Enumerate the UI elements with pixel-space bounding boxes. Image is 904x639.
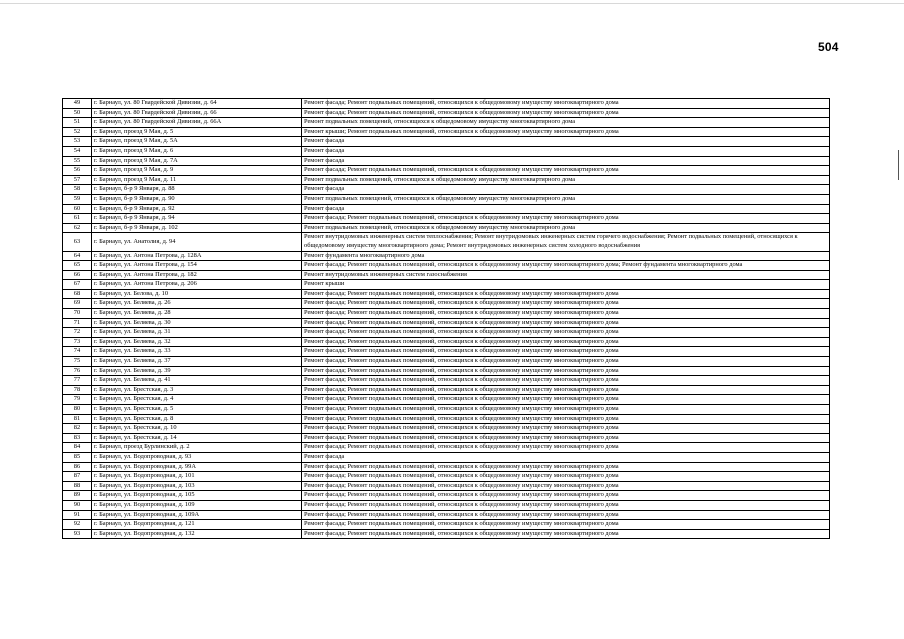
row-number-cell: 66 xyxy=(63,270,92,280)
works-cell: Ремонт фасада; Ремонт подвальных помещений, относящихся к общедомовому имуществу многоквартирного дома xyxy=(302,462,830,472)
row-number-cell: 69 xyxy=(63,299,92,309)
works-cell: Ремонт фасада xyxy=(302,452,830,462)
row-number-cell: 49 xyxy=(63,99,92,109)
row-number-cell: 57 xyxy=(63,175,92,185)
repair-register-table xyxy=(62,98,830,539)
works-cell: Ремонт фасада; Ремонт подвальных помещений, относящихся к общедомовому имуществу многоквартирного дома xyxy=(302,347,830,357)
row-number-cell: 58 xyxy=(63,185,92,195)
table-row xyxy=(63,395,830,405)
address-cell: г. Барнаул, ул. Антона Петрова, д. 206 xyxy=(92,280,302,290)
row-number-cell: 50 xyxy=(63,108,92,118)
works-cell: Ремонт фасада; Ремонт подвальных помещений, относящихся к общедомовому имуществу многоквартирного дома xyxy=(302,289,830,299)
row-number-cell: 70 xyxy=(63,309,92,319)
row-number-cell: 76 xyxy=(63,366,92,376)
address-cell: г. Барнаул, ул. Водопроводная, д. 99А xyxy=(92,462,302,472)
works-cell: Ремонт фундамента многоквартирного дома xyxy=(302,251,830,261)
row-number-cell: 59 xyxy=(63,194,92,204)
works-cell: Ремонт фасада; Ремонт подвальных помещений, относящихся к общедомовому имуществу многоквартирного дома xyxy=(302,166,830,176)
table-row xyxy=(63,520,830,530)
address-cell: г. Барнаул, проезд 9 Мая, д. 9 xyxy=(92,166,302,176)
address-cell: г. Барнаул, ул. Водопроводная, д. 109А xyxy=(92,510,302,520)
works-cell: Ремонт фасада; Ремонт подвальных помещений, относящихся к общедомовому имуществу многоквартирного дома xyxy=(302,366,830,376)
works-cell: Ремонт фасада; Ремонт подвальных помещений, относящихся к общедомовому имуществу многоквартирного дома xyxy=(302,395,830,405)
table-row xyxy=(63,529,830,539)
works-cell: Ремонт фасада; Ремонт подвальных помещений, относящихся к общедомовому имуществу многоквартирного дома; Ремонт фундамента многоквартирного дома xyxy=(302,261,830,271)
table-row xyxy=(63,452,830,462)
table-row xyxy=(63,185,830,195)
address-cell: г. Барнаул, проезд 9 Мая, д. 7А xyxy=(92,156,302,166)
works-cell: Ремонт фасада; Ремонт подвальных помещений, относящихся к общедомовому имуществу многоквартирного дома xyxy=(302,214,830,224)
table-row xyxy=(63,443,830,453)
table-row xyxy=(63,385,830,395)
address-cell: г. Барнаул, б-р 9 Января, д. 88 xyxy=(92,185,302,195)
works-cell: Ремонт фасада; Ремонт подвальных помещений, относящихся к общедомовому имуществу многоквартирного дома xyxy=(302,481,830,491)
row-number-cell: 90 xyxy=(63,500,92,510)
address-cell: г. Барнаул, ул. Беляева, д. 26 xyxy=(92,299,302,309)
table-row xyxy=(63,118,830,128)
row-number-cell: 84 xyxy=(63,443,92,453)
works-cell: Ремонт фасада xyxy=(302,204,830,214)
works-cell: Ремонт фасада; Ремонт подвальных помещений, относящихся к общедомовому имуществу многоквартирного дома xyxy=(302,318,830,328)
address-cell: г. Барнаул, ул. Беляева, д. 32 xyxy=(92,337,302,347)
works-cell: Ремонт фасада; Ремонт подвальных помещений, относящихся к общедомовому имуществу многоквартирного дома xyxy=(302,424,830,434)
address-cell: г. Барнаул, ул. Антона Петрова, д. 154 xyxy=(92,261,302,271)
row-number-cell: 56 xyxy=(63,166,92,176)
address-cell: г. Барнаул, проезд 9 Мая, д. 5 xyxy=(92,127,302,137)
works-cell: Ремонт крыши; Ремонт подвальных помещений, относящихся к общедомовому имуществу многоквартирного дома xyxy=(302,127,830,137)
row-number-cell: 65 xyxy=(63,261,92,271)
address-cell: г. Барнаул, ул. Брестская, д. 4 xyxy=(92,395,302,405)
table-row xyxy=(63,137,830,147)
address-cell: г. Барнаул, ул. Беляева, д. 31 xyxy=(92,328,302,338)
table-row xyxy=(63,214,830,224)
row-number-cell: 89 xyxy=(63,491,92,501)
row-number-cell: 51 xyxy=(63,118,92,128)
table-row xyxy=(63,347,830,357)
works-cell: Ремонт фасада; Ремонт подвальных помещений, относящихся к общедомовому имуществу многоквартирного дома xyxy=(302,529,830,539)
address-cell: г. Барнаул, ул. Беляева, д. 28 xyxy=(92,309,302,319)
works-cell: Ремонт фасада; Ремонт подвальных помещений, относящихся к общедомовому имуществу многоквартирного дома xyxy=(302,376,830,386)
table-row xyxy=(63,146,830,156)
row-number-cell: 79 xyxy=(63,395,92,405)
row-number-cell: 86 xyxy=(63,462,92,472)
address-cell: г. Барнаул, б-р 9 Января, д. 90 xyxy=(92,194,302,204)
table-row xyxy=(63,424,830,434)
page-number: 504 xyxy=(818,40,839,54)
works-cell: Ремонт подвальных помещений, относящихся к общедомовому имуществу многоквартирного дома xyxy=(302,223,830,233)
address-cell: г. Барнаул, ул. Антона Петрова, д. 182 xyxy=(92,270,302,280)
works-cell: Ремонт фасада; Ремонт подвальных помещений, относящихся к общедомовому имуществу многоквартирного дома xyxy=(302,491,830,501)
address-cell: г. Барнаул, ул. Водопроводная, д. 132 xyxy=(92,529,302,539)
table-row xyxy=(63,328,830,338)
address-cell: г. Барнаул, ул. Водопроводная, д. 109 xyxy=(92,500,302,510)
works-cell: Ремонт фасада; Ремонт подвальных помещений, относящихся к общедомовому имуществу многоквартирного дома xyxy=(302,337,830,347)
works-cell: Ремонт внутридомовых инженерных систем теплоснабжения; Ремонт внутридомовых инженерных систем горячего водоснабжения; Ремонт подвальных помещений, относящихся к общедомовому имуществу многоквартирного дома; Ремонт внутридомовых инженерных систем холодного водоснабжения xyxy=(302,233,830,251)
table-row xyxy=(63,270,830,280)
table-row xyxy=(63,233,830,251)
works-cell: Ремонт фасада; Ремонт подвальных помещений, относящихся к общедомовому имуществу многоквартирного дома xyxy=(302,414,830,424)
works-cell: Ремонт фасада; Ремонт подвальных помещений, относящихся к общедомовому имуществу многоквартирного дома xyxy=(302,299,830,309)
address-cell: г. Барнаул, б-р 9 Января, д. 102 xyxy=(92,223,302,233)
address-cell: г. Барнаул, проезд 9 Мая, д. 6 xyxy=(92,146,302,156)
table-row xyxy=(63,289,830,299)
address-cell: г. Барнаул, ул. Беляева, д. 37 xyxy=(92,357,302,367)
table-row xyxy=(63,251,830,261)
table-row xyxy=(63,366,830,376)
address-cell: г. Барнаул, ул. Брестская, д. 5 xyxy=(92,405,302,415)
address-cell: г. Барнаул, ул. Водопроводная, д. 103 xyxy=(92,481,302,491)
table-row xyxy=(63,472,830,482)
table-row xyxy=(63,309,830,319)
address-cell: г. Барнаул, ул. Антона Петрова, д. 128А xyxy=(92,251,302,261)
address-cell: г. Барнаул, ул. Беляева, д. 39 xyxy=(92,366,302,376)
address-cell: г. Барнаул, ул. Белова, д. 10 xyxy=(92,289,302,299)
address-cell: г. Барнаул, б-р 9 Января, д. 92 xyxy=(92,204,302,214)
address-cell: г. Барнаул, ул. Брестская, д. 3 xyxy=(92,385,302,395)
table-row xyxy=(63,204,830,214)
table-row xyxy=(63,318,830,328)
works-cell: Ремонт фасада xyxy=(302,185,830,195)
works-cell: Ремонт фасада; Ремонт подвальных помещений, относящихся к общедомовому имуществу многоквартирного дома xyxy=(302,500,830,510)
works-cell: Ремонт фасада; Ремонт подвальных помещений, относящихся к общедомовому имуществу многоквартирного дома xyxy=(302,309,830,319)
address-cell: г. Барнаул, б-р 9 Января, д. 94 xyxy=(92,214,302,224)
table-row xyxy=(63,510,830,520)
row-number-cell: 73 xyxy=(63,337,92,347)
works-cell: Ремонт фасада; Ремонт подвальных помещений, относящихся к общедомовому имуществу многоквартирного дома xyxy=(302,510,830,520)
row-number-cell: 54 xyxy=(63,146,92,156)
row-number-cell: 61 xyxy=(63,214,92,224)
table-row xyxy=(63,127,830,137)
address-cell: г. Барнаул, ул. 80 Гвардейской Дивизии, д. 66 xyxy=(92,108,302,118)
row-number-cell: 87 xyxy=(63,472,92,482)
table-row xyxy=(63,166,830,176)
row-number-cell: 63 xyxy=(63,233,92,251)
row-number-cell: 67 xyxy=(63,280,92,290)
row-number-cell: 52 xyxy=(63,127,92,137)
row-number-cell: 75 xyxy=(63,357,92,367)
scan-top-rule xyxy=(0,3,904,4)
table-row xyxy=(63,194,830,204)
row-number-cell: 74 xyxy=(63,347,92,357)
works-cell: Ремонт подвальных помещений, относящихся к общедомовому имуществу многоквартирного дома xyxy=(302,194,830,204)
address-cell: г. Барнаул, проезд 9 Мая, д. 11 xyxy=(92,175,302,185)
table-row xyxy=(63,99,830,109)
table-row xyxy=(63,414,830,424)
row-number-cell: 55 xyxy=(63,156,92,166)
works-cell: Ремонт фасада; Ремонт подвальных помещений, относящихся к общедомовому имуществу многоквартирного дома xyxy=(302,472,830,482)
table-row xyxy=(63,156,830,166)
works-cell: Ремонт подвальных помещений, относящихся к общедомовому имуществу многоквартирного дома xyxy=(302,118,830,128)
works-cell: Ремонт подвальных помещений, относящихся к общедомовому имуществу многоквартирного дома xyxy=(302,175,830,185)
address-cell: г. Барнаул, ул. Водопроводная, д. 101 xyxy=(92,472,302,482)
table-row xyxy=(63,491,830,501)
scan-edge-mark xyxy=(898,150,899,180)
works-cell: Ремонт фасада xyxy=(302,156,830,166)
works-cell: Ремонт фасада; Ремонт подвальных помещений, относящихся к общедомовому имуществу многоквартирного дома xyxy=(302,405,830,415)
address-cell: г. Барнаул, ул. Водопроводная, д. 105 xyxy=(92,491,302,501)
row-number-cell: 88 xyxy=(63,481,92,491)
row-number-cell: 81 xyxy=(63,414,92,424)
table-row xyxy=(63,500,830,510)
address-cell: г. Барнаул, ул. Беляева, д. 33 xyxy=(92,347,302,357)
table-row xyxy=(63,280,830,290)
table-row xyxy=(63,462,830,472)
row-number-cell: 62 xyxy=(63,223,92,233)
works-cell: Ремонт крыши xyxy=(302,280,830,290)
row-number-cell: 82 xyxy=(63,424,92,434)
address-cell: г. Барнаул, ул. Беляева, д. 30 xyxy=(92,318,302,328)
address-cell: г. Барнаул, проезд Бурлинский, д. 2 xyxy=(92,443,302,453)
works-cell: Ремонт фасада; Ремонт подвальных помещений, относящихся к общедомовому имуществу многоквартирного дома xyxy=(302,520,830,530)
works-cell: Ремонт внутридомовых инженерных систем газоснабжения xyxy=(302,270,830,280)
works-cell: Ремонт фасада xyxy=(302,146,830,156)
works-cell: Ремонт фасада; Ремонт подвальных помещений, относящихся к общедомовому имуществу многоквартирного дома xyxy=(302,99,830,109)
works-cell: Ремонт фасада; Ремонт подвальных помещений, относящихся к общедомовому имуществу многоквартирного дома xyxy=(302,328,830,338)
row-number-cell: 72 xyxy=(63,328,92,338)
address-cell: г. Барнаул, ул. Водопроводная, д. 121 xyxy=(92,520,302,530)
row-number-cell: 80 xyxy=(63,405,92,415)
table-row xyxy=(63,481,830,491)
works-cell: Ремонт фасада; Ремонт подвальных помещений, относящихся к общедомовому имуществу многоквартирного дома xyxy=(302,357,830,367)
table-row xyxy=(63,405,830,415)
row-number-cell: 60 xyxy=(63,204,92,214)
row-number-cell: 83 xyxy=(63,433,92,443)
row-number-cell: 53 xyxy=(63,137,92,147)
table-row xyxy=(63,337,830,347)
address-cell: г. Барнаул, ул. Беляева, д. 41 xyxy=(92,376,302,386)
works-cell: Ремонт фасада; Ремонт подвальных помещений, относящихся к общедомовому имуществу многоквартирного дома xyxy=(302,385,830,395)
address-cell: г. Барнаул, ул. 80 Гвардейской Дивизии, д. 64 xyxy=(92,99,302,109)
row-number-cell: 93 xyxy=(63,529,92,539)
row-number-cell: 68 xyxy=(63,289,92,299)
row-number-cell: 85 xyxy=(63,452,92,462)
table-row xyxy=(63,175,830,185)
works-cell: Ремонт фасада; Ремонт подвальных помещений, относящихся к общедомовому имуществу многоквартирного дома xyxy=(302,443,830,453)
address-cell: г. Барнаул, проезд 9 Мая, д. 5А xyxy=(92,137,302,147)
table-row xyxy=(63,261,830,271)
register-table-body xyxy=(63,99,830,539)
table-row xyxy=(63,376,830,386)
works-cell: Ремонт фасада; Ремонт подвальных помещений, относящихся к общедомовому имуществу многоквартирного дома xyxy=(302,108,830,118)
works-cell: Ремонт фасада xyxy=(302,137,830,147)
table-row xyxy=(63,433,830,443)
address-cell: г. Барнаул, ул. Брестская, д. 14 xyxy=(92,433,302,443)
address-cell: г. Барнаул, ул. 80 Гвардейской Дивизии, д. 66А xyxy=(92,118,302,128)
row-number-cell: 77 xyxy=(63,376,92,386)
address-cell: г. Барнаул, ул. Брестская, д. 10 xyxy=(92,424,302,434)
row-number-cell: 92 xyxy=(63,520,92,530)
works-cell: Ремонт фасада; Ремонт подвальных помещений, относящихся к общедомовому имуществу многоквартирного дома xyxy=(302,433,830,443)
address-cell: г. Барнаул, ул. Анатолия, д. 94 xyxy=(92,233,302,251)
table-row xyxy=(63,108,830,118)
table-row xyxy=(63,357,830,367)
address-cell: г. Барнаул, ул. Водопроводная, д. 93 xyxy=(92,452,302,462)
row-number-cell: 64 xyxy=(63,251,92,261)
address-cell: г. Барнаул, ул. Брестская, д. 8 xyxy=(92,414,302,424)
row-number-cell: 78 xyxy=(63,385,92,395)
table-row xyxy=(63,223,830,233)
row-number-cell: 91 xyxy=(63,510,92,520)
row-number-cell: 71 xyxy=(63,318,92,328)
table-row xyxy=(63,299,830,309)
